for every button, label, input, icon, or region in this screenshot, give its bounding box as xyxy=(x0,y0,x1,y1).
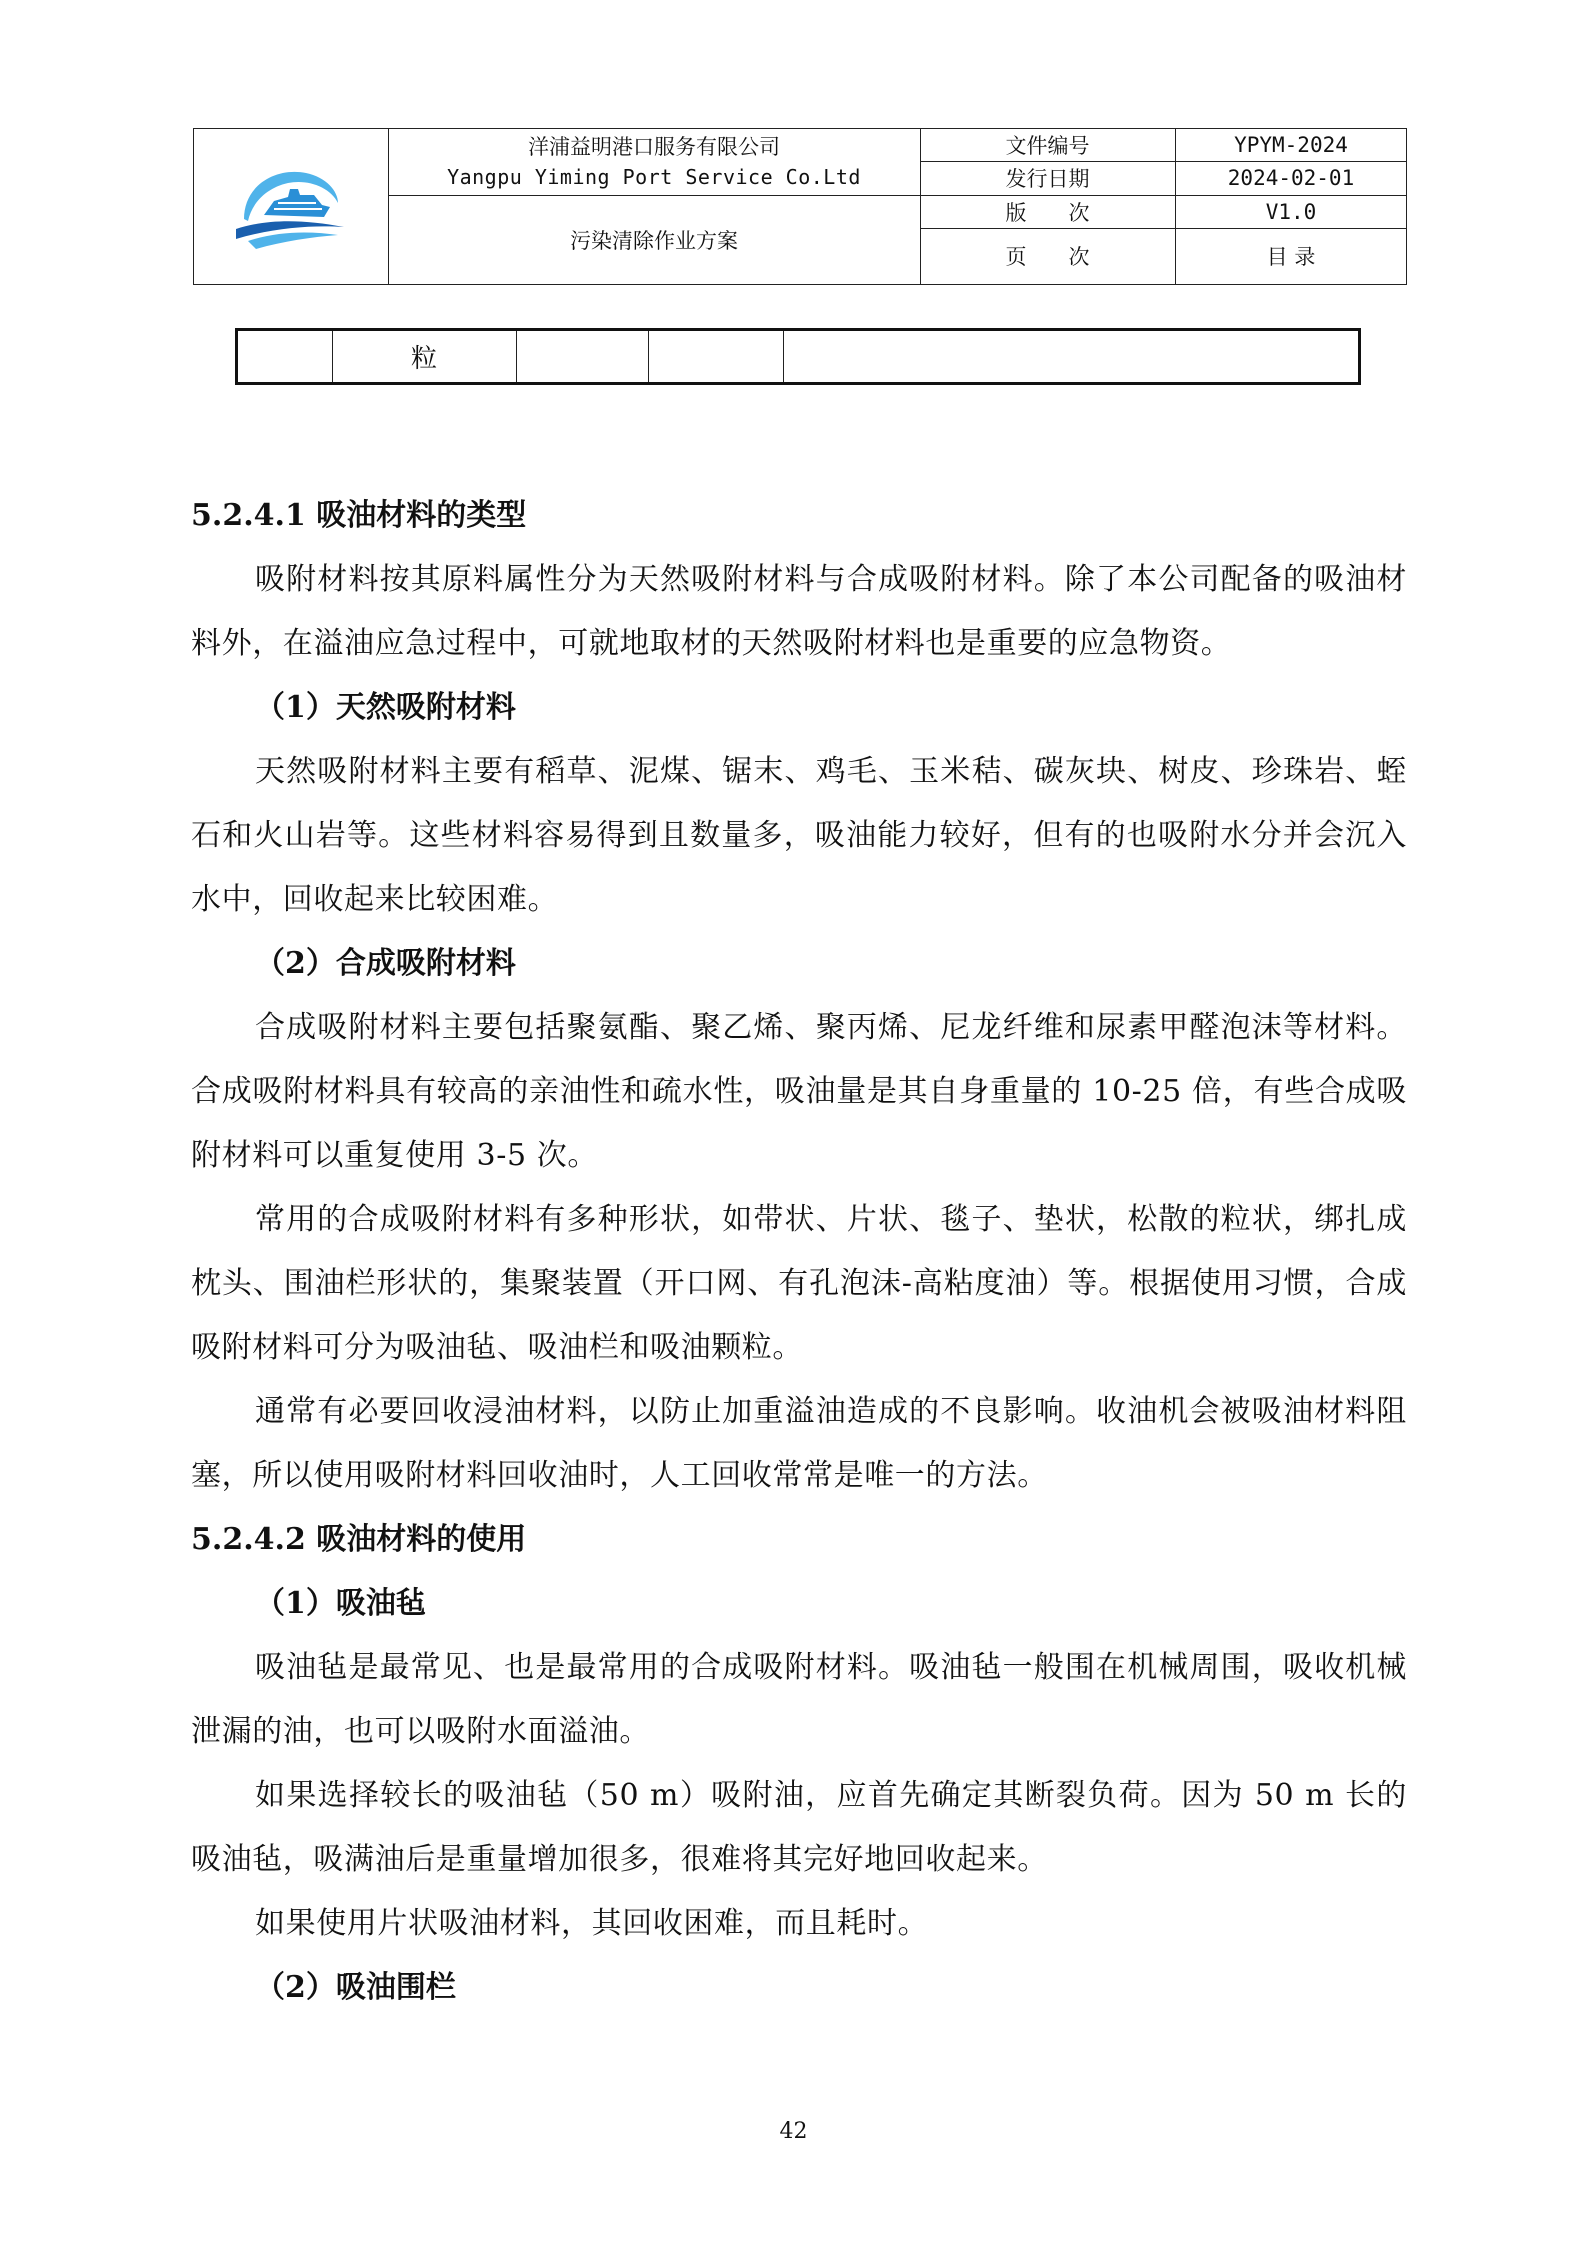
issue-date-label: 发行日期 xyxy=(1005,167,1090,191)
paragraph: 天然吸附材料主要有稻草、泥煤、锯末、鸡毛、玉米秸、碳灰块、树皮、珍珠岩、蛭石和火山岩等。这些材料容易得到且数量多，吸油能力较好，但有的也吸附水分并会沉入水中，回收起来比较困难。 xyxy=(191,754,1407,917)
paragraph: 如果选择较长的吸油毡（50 m）吸附油，应首先确定其断裂负荷。因为 50 m 长的吸油毡，吸满油后是重量增加很多，很难将其完好地回收起来。 xyxy=(191,1778,1407,1877)
document-header xyxy=(193,128,1407,285)
paragraph: 吸附材料按其原料属性分为天然吸附材料与合成吸附材料。除了本公司配备的吸油材料外，在溢油应急过程中，可就地取材的天然吸附材料也是重要的应急物资。 xyxy=(191,562,1407,661)
page-value: 目 录 xyxy=(1266,245,1316,269)
subheading: （2）合成吸附材料 xyxy=(255,946,516,981)
section-5-2-4-1 xyxy=(191,484,1407,2020)
subheading: （1）天然吸附材料 xyxy=(255,690,516,725)
paragraph: 如果使用片状吸油材料，其回收困难，而且耗时。 xyxy=(255,1906,929,1941)
company-name xyxy=(388,129,920,195)
version-value: V1.0 xyxy=(1265,199,1317,224)
document-title: 污染清除作业方案 xyxy=(570,229,738,253)
ship-logo-icon xyxy=(226,157,356,257)
page-label: 页 次 xyxy=(1005,245,1090,269)
file-number-value: YPYM-2024 xyxy=(1234,133,1348,157)
company-logo xyxy=(194,129,388,284)
version-label: 版 次 xyxy=(1005,200,1090,225)
subheading: （2）吸油围栏 xyxy=(255,1970,456,2005)
paragraph: 吸油毡是最常见、也是最常用的合成吸附材料。吸油毡一般围在机械周围，吸收机械泄漏的油，也可以吸附水面溢油。 xyxy=(191,1650,1407,1749)
paragraph: 通常有必要回收浸油材料，以防止加重溢油造成的不良影响。收油机会被吸油材料阻塞，所以使用吸附材料回收油时，人工回收常常是唯一的方法。 xyxy=(191,1394,1407,1493)
paragraph: 常用的合成吸附材料有多种形状，如带状、片状、毯子、垫状，松散的粒状，绑扎成枕头、围油栏形状的，集聚装置（开口网、有孔泡沫-高粘度油）等。根据使用习惯，合成吸附材料可分为吸油毡、吸油栏和吸油颗粒。 xyxy=(191,1202,1407,1365)
page-number: 42 xyxy=(779,2119,808,2144)
section-heading: 5.2.4.1 吸油材料的类型 xyxy=(191,498,527,533)
issue-date-value: 2024-02-01 xyxy=(1227,166,1355,190)
company-name-en: Yangpu Yiming Port Service Co.Ltd xyxy=(447,165,861,189)
subheading: （1）吸油毡 xyxy=(255,1586,426,1621)
file-number-label: 文件编号 xyxy=(1005,134,1090,158)
residual-table-row xyxy=(235,328,1361,385)
table-cell: 粒 xyxy=(410,344,437,374)
section-heading: 5.2.4.2 吸油材料的使用 xyxy=(191,1522,527,1557)
paragraph: 合成吸附材料主要包括聚氨酯、聚乙烯、聚丙烯、尼龙纤维和尿素甲醛泡沫等材料。合成吸附材料具有较高的亲油性和疏水性，吸油量是其自身重量的 10-25 倍，有些合成吸附材料可以重复使用 3-5 次。 xyxy=(191,1010,1407,1173)
company-name-cn: 洋浦益明港口服务有限公司 xyxy=(528,135,780,159)
